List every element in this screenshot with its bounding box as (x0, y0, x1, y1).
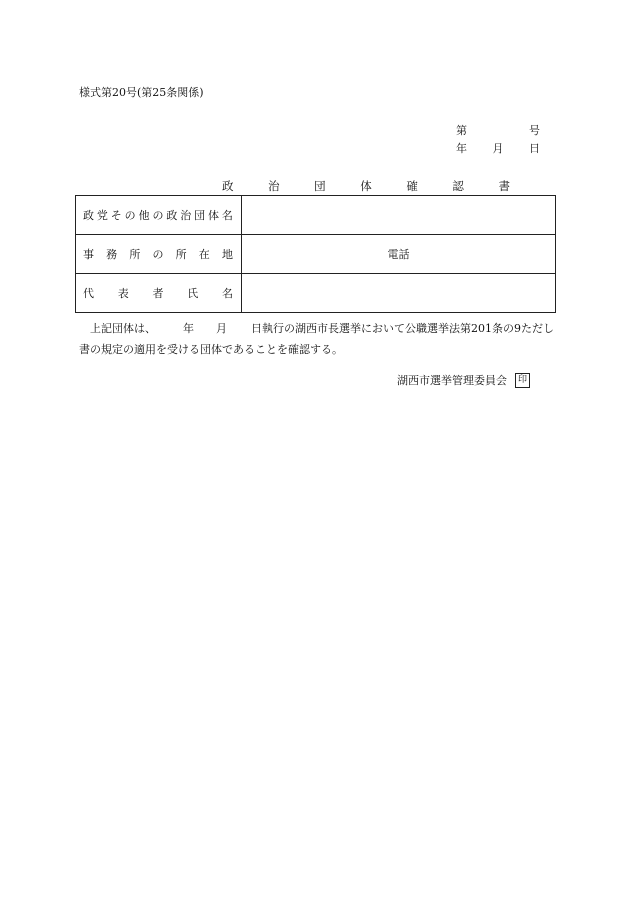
confirmation-statement (79, 318, 559, 360)
statement-month: 月 (216, 322, 227, 335)
seal-stamp: 印 (515, 373, 530, 388)
label-char: 代 (83, 287, 94, 300)
label-char: 氏 (187, 287, 199, 300)
table-row-organization-name (76, 196, 556, 235)
label-char: の (152, 209, 164, 222)
label-char: 地 (221, 248, 233, 261)
label-char: 表 (117, 287, 129, 300)
form-reference: 様式第20号(第25条関係) (79, 86, 204, 99)
office-address-label (76, 235, 242, 274)
statement-year: 年 (183, 322, 194, 335)
title-char: 認 (452, 179, 464, 193)
organization-name-label (76, 196, 242, 235)
label-char: 名 (222, 287, 233, 300)
title-char: 団 (314, 179, 326, 193)
table-row-representative (76, 274, 556, 313)
label-char: 他 (138, 209, 150, 222)
title-char: 治 (268, 179, 280, 193)
label-char: そ (110, 209, 122, 222)
label-char: 体 (208, 209, 220, 222)
office-address-value[interactable] (242, 235, 556, 274)
date-day: 日 (529, 142, 540, 155)
label-char: 所 (129, 248, 141, 261)
label-char: 者 (152, 287, 164, 300)
statement-part1: 上記団体は、 (90, 322, 156, 335)
label-char: 在 (198, 248, 210, 261)
label-char: 党 (96, 209, 108, 222)
label-char: 名 (221, 209, 233, 222)
number-prefix: 第 (456, 124, 467, 137)
number-suffix: 号 (529, 124, 540, 137)
title-char: 政 (222, 179, 234, 193)
representative-name-value[interactable] (242, 274, 556, 313)
document-number-line (456, 122, 540, 138)
title-char: 書 (498, 179, 510, 193)
date-line (456, 140, 540, 156)
representative-name-label (76, 274, 242, 313)
label-char: 政 (166, 209, 178, 222)
label-char: 政 (83, 209, 94, 222)
date-month: 月 (492, 142, 504, 155)
issuer-block (397, 372, 530, 388)
committee-name: 湖西市選挙管理委員会 (397, 374, 507, 387)
title-char: 体 (360, 179, 372, 193)
label-char: の (152, 248, 164, 261)
table-row-office-address (76, 235, 556, 274)
document-title (160, 178, 510, 194)
label-char: 所 (175, 248, 187, 261)
title-char: 確 (406, 179, 418, 193)
label-char: の (124, 209, 136, 222)
organization-name-value[interactable] (242, 196, 556, 235)
statement-part2: 日執行の湖西市長選挙において公職選挙法第201条の9ただし書の規定の適用を受ける団体であることを確認する。 (79, 322, 554, 356)
form-table (75, 195, 556, 313)
label-char: 団 (194, 209, 206, 222)
label-char: 務 (106, 248, 118, 261)
phone-label: 電話 (387, 248, 410, 261)
date-year: 年 (456, 142, 467, 155)
label-char: 治 (180, 209, 192, 222)
label-char: 事 (83, 248, 94, 261)
